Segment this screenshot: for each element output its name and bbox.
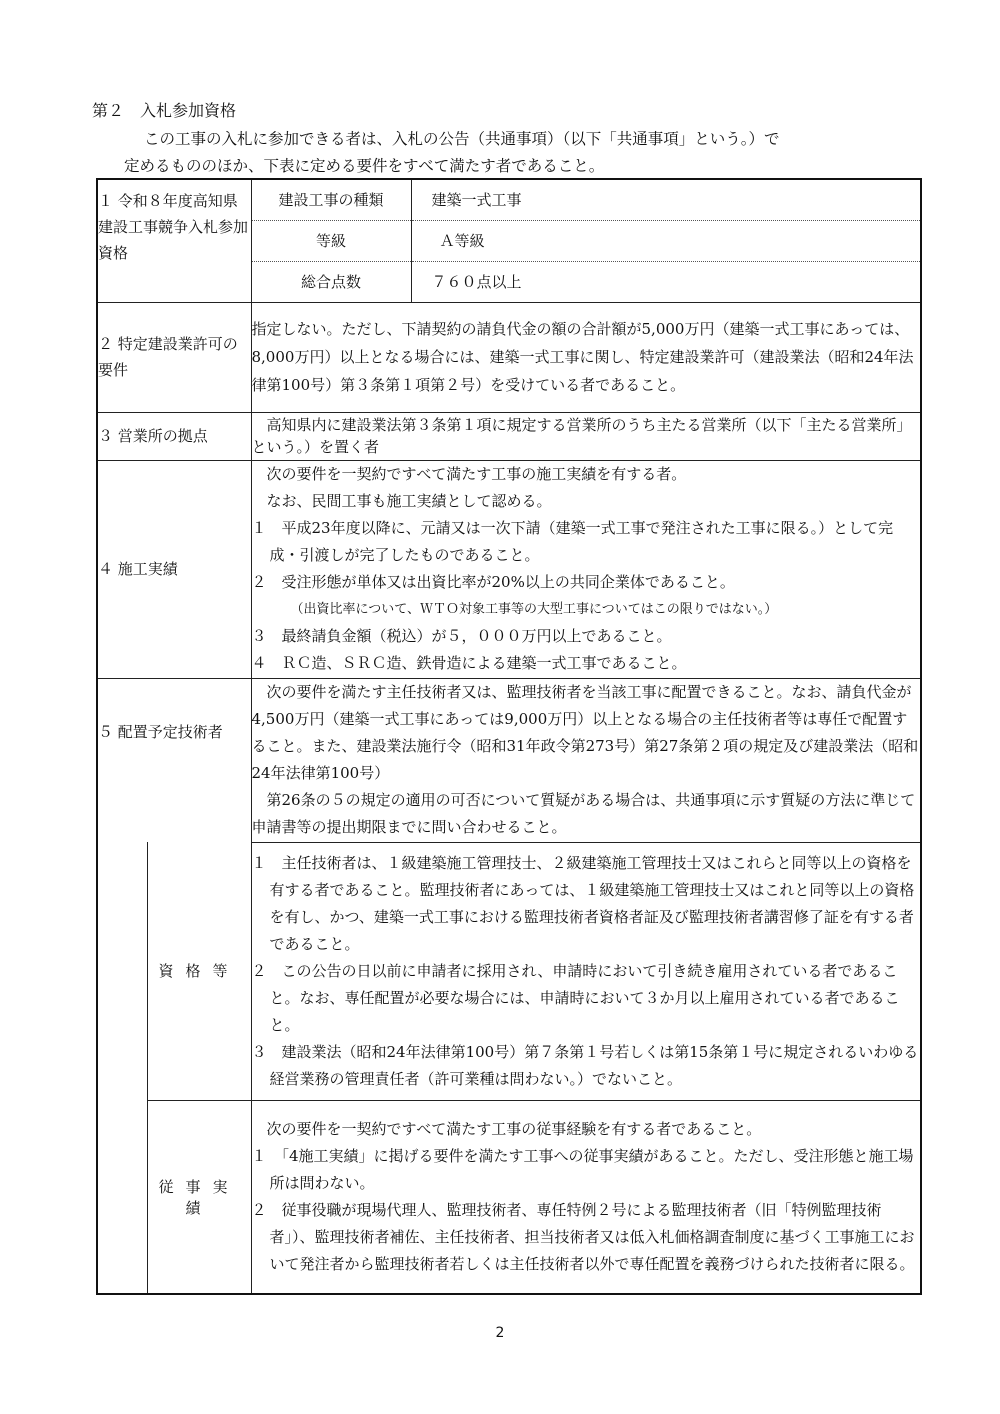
sec3-label: ３ 営業所の拠点 xyxy=(97,412,251,460)
sec2-text: 指定しない。ただし、下請契約の請負代金の額の合計額が5,000万円（建築一式工事にあっては、8,000万円）以上となる場合には、建築一式工事に関し、特定建設業許可（建設業法（昭和24年法律第100号）第３条第１項第２号）を受けている者であること。 xyxy=(251,302,921,412)
sec3-text: 高知県内に建設業法第３条第１項に規定する営業所のうち主たる営業所（以下「主たる営業所」という。）を置く者 xyxy=(251,412,921,460)
sec5-para-2: 第26条の５の規定の適用の可否について質疑がある場合は、共通事項に示す質疑の方法に準じて申請書等の提出期限までに問い合わせること。 xyxy=(251,791,916,836)
qual-content xyxy=(251,842,921,1100)
exp-item-1: １ 「4施工実績」に掲げる要件を満たす工事への従事実績があること。ただし、受注形態と施工場所は問わない。 xyxy=(251,1146,914,1192)
sec4-label: ４ 施工実績 xyxy=(97,460,251,678)
sec4-item-2: ２ 受注形態が単体又は出資比率が20%以上の共同企業体であること。 xyxy=(251,573,735,591)
intro-line-2: 定めるもののほか、下表に定める要件をすべて満たす者であること。 xyxy=(124,157,605,175)
exp-content xyxy=(251,1100,921,1294)
qual-item-3: ３ 建設業法（昭和24年法律第100号）第７条第１号若しくは第15条第１号に規定されるいわゆる経営業務の管理責任者（許可業種は問わない。）でないこと。 xyxy=(251,1042,919,1088)
page-number: 2 xyxy=(495,1325,505,1341)
qual-item-1: １ 主任技術者は、１級建築施工管理技士、２級建築施工管理技士又はこれらと同等以上の資格を有する者であること。監理技術者にあっては、１級建築施工管理技士又はこれと同等以上の資格を有し、かつ、建築一式工事における監理技術者資格者証及び監理技術者講習修了証を有する者であること。 xyxy=(251,853,915,953)
intro-line-1: この工事の入札に参加できる者は、入札の公告（共通事項）（以下「共通事項」という。）で xyxy=(144,130,780,148)
sec4-para-2: なお、民間工事も施工実績として認める。 xyxy=(266,492,552,510)
sec5-content xyxy=(251,678,921,842)
sec5-spacer-1 xyxy=(97,842,147,1100)
intro-paragraph xyxy=(124,126,924,180)
exp-label: 従事実績 xyxy=(147,1100,251,1294)
sec1-val-2: Ａ等級 xyxy=(411,220,921,261)
sec1-key-3: 総合点数 xyxy=(251,261,411,302)
sec4-content xyxy=(251,460,921,678)
sec1-val-1: 建築一式工事 xyxy=(411,179,921,220)
exp-para: 次の要件を一契約ですべて満たす工事の従事経験を有する者であること。 xyxy=(266,1119,762,1138)
sec4-note: （出資比率について、ＷＴＯ対象工事等の大型工事についてはこの限りではない。） xyxy=(290,602,778,617)
sec5-label: ５ 配置予定技術者 xyxy=(97,678,251,842)
qual-label: 資格等 xyxy=(147,842,251,1100)
sec5-para-1: 次の要件を満たす主任技術者又は、監理技術者を当該工事に配置できること。なお、請負代金が4,500万円（建築一式工事にあっては9,000万円）以上となる場合の主任技術者等は専任で配置すること。また、建設業法施行令（昭和31年政令第273号）第27条第２項の規定及び建設業法（昭和24年法律第100号） xyxy=(251,683,919,782)
sec4-para-1: 次の要件を一契約ですべて満たす工事の施工実績を有する者。 xyxy=(266,465,687,483)
exp-item-2: ２ 従事役職が現場代理人、監理技術者、専任特例２号による監理技術者（旧「特例監理技術者」）、監理技術者補佐、主任技術者、担当技術者又は低入札価格調査制度に基づく工事施工において発注者から監理技術者若しくは主任技術者以外で専任配置を義務づけられた技術者に限る。 xyxy=(251,1200,915,1273)
sec4-item-3: ３ 最終請負金額（税込）が５，０００万円以上であること。 xyxy=(251,627,672,645)
sec5-spacer-2 xyxy=(97,1100,147,1294)
sec1-key-2: 等級 xyxy=(251,220,411,261)
sec4-item-4: ４ ＲＣ造、ＳＲＣ造、鉄骨造による建築一式工事であること。 xyxy=(251,654,687,672)
sec1-key-1: 建設工事の種類 xyxy=(251,179,411,220)
sec1-label: １ 令和８年度高知県建設工事競争入札参加資格 xyxy=(97,179,251,302)
sec4-item-1: １ 平成23年度以降に、元請又は一次下請（建築一式工事で発注された工事に限る。）として完成・引渡しが完了したものであること。 xyxy=(251,519,894,564)
qual-item-2: ２ この公告の日以前に申請者に採用され、申請時において引き続き雇用されている者であること。なお、専任配置が必要な場合には、申請時において３か月以上雇用されている者であること。 xyxy=(251,961,900,1034)
sec2-label: ２ 特定建設業許可の要件 xyxy=(97,302,251,412)
requirements-table xyxy=(96,178,922,1295)
section-heading: 第２ 入札参加資格 xyxy=(92,101,237,120)
sec1-val-3: ７６０点以上 xyxy=(411,261,921,302)
